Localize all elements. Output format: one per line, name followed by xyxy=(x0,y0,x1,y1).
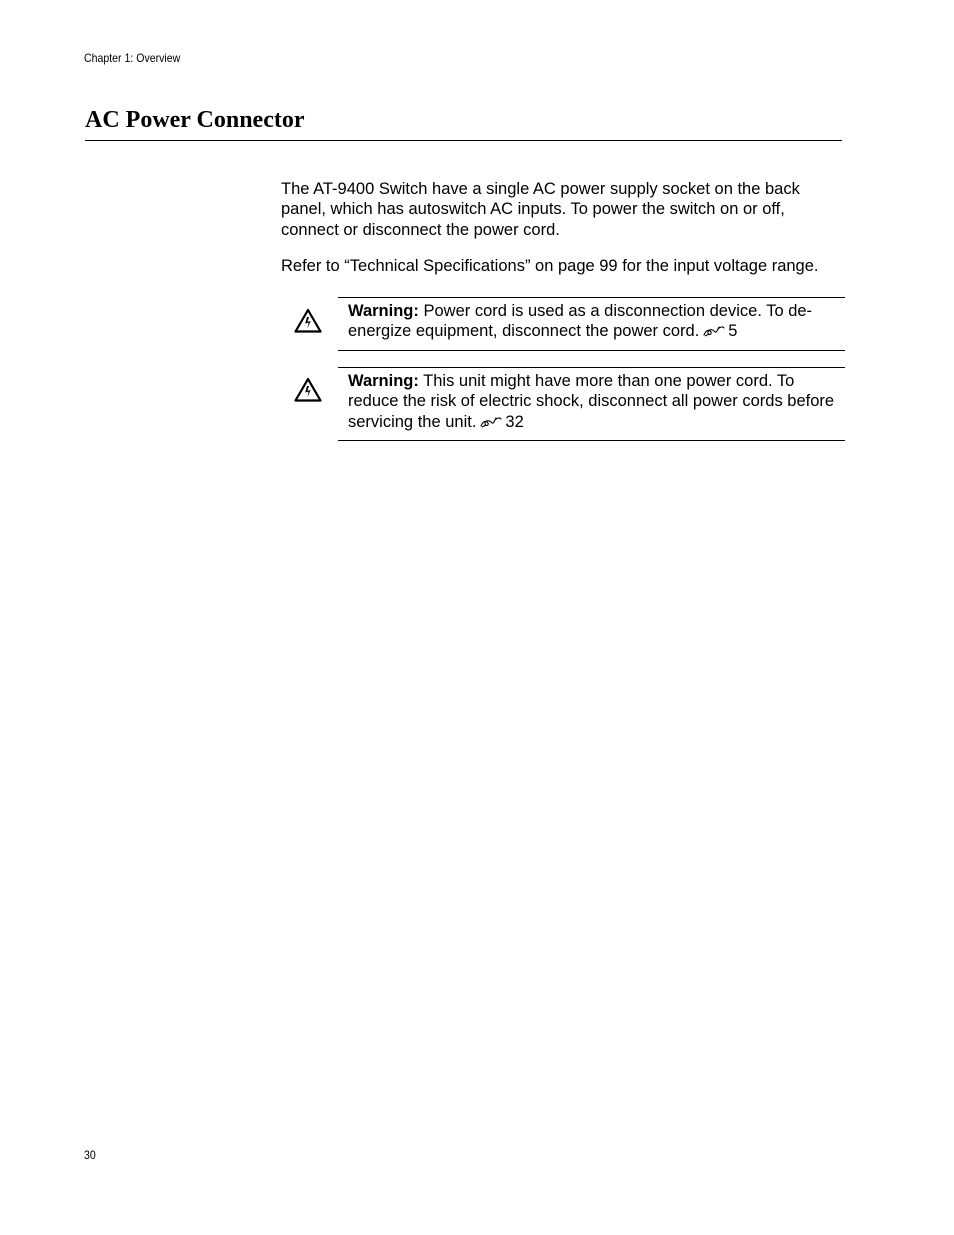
body-paragraph-1: The AT-9400 Switch have a single AC power supply socket on the back panel, which has autoswitch AC inputs. To power the switch on or off, connect or disconnect the power cord. xyxy=(281,180,800,239)
warning-label: Warning: xyxy=(348,302,419,320)
warning-text xyxy=(348,301,838,342)
warning-ref-number: 32 xyxy=(505,412,524,431)
electrical-hazard-icon xyxy=(294,377,322,402)
warning-notice xyxy=(338,297,845,351)
running-header: Chapter 1: Overview xyxy=(84,51,181,65)
warning-message: This unit might have more than one power cord. To reduce the risk of electric shock, disconnect all power cords before servicing the unit. xyxy=(348,372,835,431)
electrical-hazard-icon xyxy=(294,308,322,333)
page-number: 30 xyxy=(84,1148,96,1162)
warning-notice xyxy=(338,367,845,441)
warning-text xyxy=(348,371,838,432)
title-rule xyxy=(85,140,842,141)
translation-reference-icon xyxy=(479,415,503,429)
translation-reference-icon xyxy=(702,324,726,338)
warning-message: Power cord is used as a disconnection device. To de-energize equipment, disconnect the power cord. xyxy=(348,302,813,341)
body-paragraph-2: Refer to “Technical Specifications” on page 99 for the input voltage range. xyxy=(281,257,819,275)
section-title: AC Power Connector xyxy=(85,107,305,133)
warning-ref-number: 5 xyxy=(728,322,738,341)
warning-label: Warning: xyxy=(348,372,419,390)
